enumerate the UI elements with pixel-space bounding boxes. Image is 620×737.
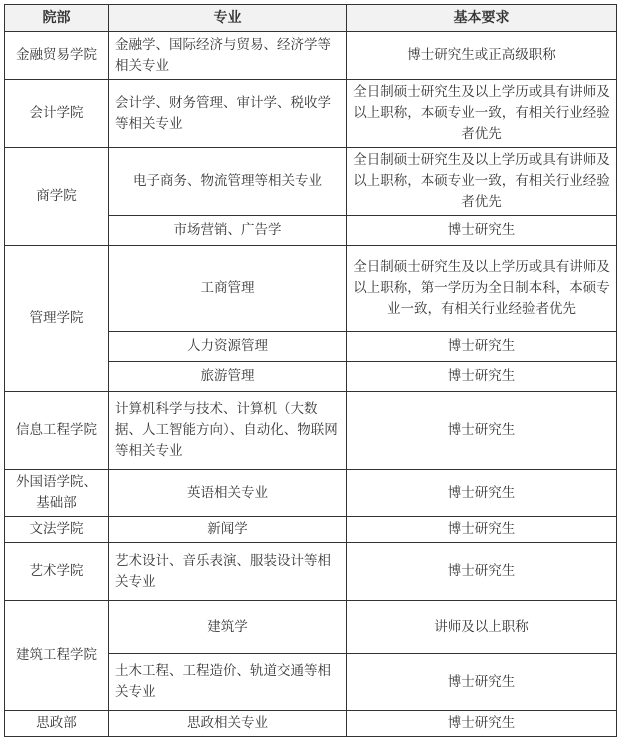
major-cell: 艺术设计、音乐表演、服装设计等相关专业 xyxy=(109,543,347,601)
major-cell: 会计学、财务管理、审计学、税收学等相关专业 xyxy=(109,80,347,148)
table-row xyxy=(5,80,617,148)
requirement-cell: 博士研究生 xyxy=(347,470,617,517)
major-cell: 英语相关专业 xyxy=(109,470,347,517)
requirement-cell: 博士研究生 xyxy=(347,392,617,470)
table-row xyxy=(5,711,617,737)
major-cell: 思政相关专业 xyxy=(109,711,347,737)
major-cell: 电子商务、物流管理等相关专业 xyxy=(109,148,347,216)
requirement-cell: 全日制硕士研究生及以上学历或具有讲师及以上职称，第一学历为全日制本科，本硕专业一致，有相关行业经验者优先 xyxy=(347,246,617,332)
requirement-cell: 博士研究生 xyxy=(347,216,617,246)
major-cell: 建筑学 xyxy=(109,601,347,654)
requirement-cell: 博士研究生 xyxy=(347,517,617,543)
table-row xyxy=(5,470,617,517)
college-cell: 思政部 xyxy=(5,711,109,737)
major-cell: 人力资源管理 xyxy=(109,332,347,362)
table-row xyxy=(5,517,617,543)
major-cell: 计算机科学与技术、计算机（大数据、人工智能方向）、自动化、物联网等相关专业 xyxy=(109,392,347,470)
table-row xyxy=(5,32,617,80)
college-cell: 商学院 xyxy=(5,148,109,246)
header-requirement: 基本要求 xyxy=(347,5,617,32)
requirement-cell: 博士研究生或正高级职称 xyxy=(347,32,617,80)
major-cell: 新闻学 xyxy=(109,517,347,543)
requirement-cell: 全日制硕士研究生及以上学历或具有讲师及以上职称，本硕专业一致，有相关行业经验者优先 xyxy=(347,148,617,216)
college-cell: 文法学院 xyxy=(5,517,109,543)
college-cell: 管理学院 xyxy=(5,246,109,392)
requirement-cell: 博士研究生 xyxy=(347,543,617,601)
major-cell: 工商管理 xyxy=(109,246,347,332)
requirement-cell: 博士研究生 xyxy=(347,362,617,392)
requirement-cell: 讲师及以上职称 xyxy=(347,601,617,654)
table-row xyxy=(5,246,617,332)
table-row xyxy=(5,543,617,601)
table-row xyxy=(5,148,617,216)
college-cell: 会计学院 xyxy=(5,80,109,148)
header-college: 院部 xyxy=(5,5,109,32)
recruitment-table xyxy=(4,4,617,737)
college-cell: 信息工程学院 xyxy=(5,392,109,470)
major-cell: 旅游管理 xyxy=(109,362,347,392)
major-cell: 土木工程、工程造价、轨道交通等相关专业 xyxy=(109,654,347,711)
college-cell: 金融贸易学院 xyxy=(5,32,109,80)
requirement-cell: 博士研究生 xyxy=(347,654,617,711)
major-cell: 金融学、国际经济与贸易、经济学等相关专业 xyxy=(109,32,347,80)
college-cell: 外国语学院、基础部 xyxy=(5,470,109,517)
table-row xyxy=(5,392,617,470)
header-major: 专业 xyxy=(109,5,347,32)
college-cell: 艺术学院 xyxy=(5,543,109,601)
header-row xyxy=(5,5,617,32)
college-cell: 建筑工程学院 xyxy=(5,601,109,711)
requirement-cell: 全日制硕士研究生及以上学历或具有讲师及以上职称，本硕专业一致，有相关行业经验者优先 xyxy=(347,80,617,148)
major-cell: 市场营销、广告学 xyxy=(109,216,347,246)
requirement-cell: 博士研究生 xyxy=(347,711,617,737)
requirement-cell: 博士研究生 xyxy=(347,332,617,362)
table-row xyxy=(5,601,617,654)
